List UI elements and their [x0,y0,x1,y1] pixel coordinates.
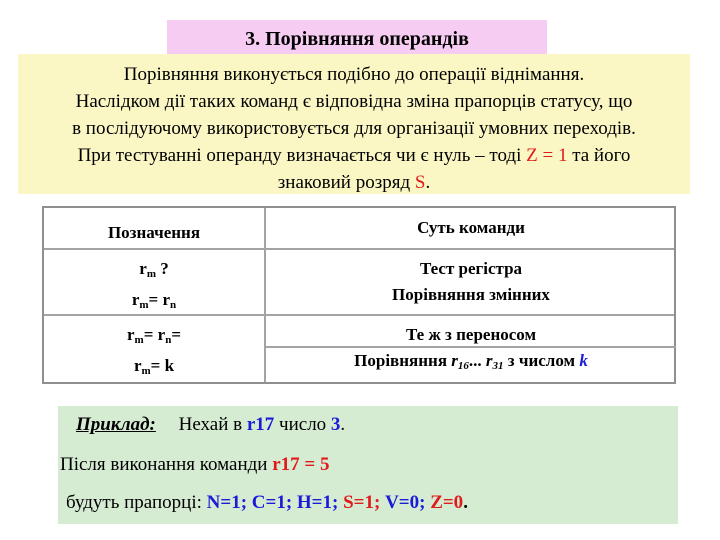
notation-rest: ? [155,259,169,278]
table-row-2-right [266,322,676,379]
example-label: Приклад: [76,414,156,435]
flag-n: N=1; [206,492,248,513]
z-flag: Z [526,145,538,166]
desc-text: з числом [503,351,580,370]
flag-z: Z=0 [430,492,464,513]
notation-rest: = k [150,356,175,375]
desc-same-carry: Те ж з переносом [405,325,537,344]
notation-sub: m [134,334,144,346]
z-value: 1 [557,145,568,166]
reg-sub: 16 [457,360,469,372]
z-equals: = [537,145,558,166]
commands-table [42,206,676,384]
flag-s: S=1; [343,492,381,513]
table-row-1-left [44,256,264,318]
notation-compare-carry [44,322,264,353]
example-line-3 [66,492,468,514]
example-line-1 [76,414,345,436]
intro-line-1: Порівняння виконується подібно до операції віднімання. [123,64,585,85]
example-text: будуть прапорці: [66,492,207,513]
reg-r31: r [485,351,493,370]
slide-title: 3. Порівняння операндів [167,20,547,54]
table-row-1-right [266,256,676,308]
example-command: r17 = 5 [272,454,330,475]
notation-sub: n [165,334,172,346]
notation-sub: m [139,299,149,311]
desc-compare-vars: Порівняння змінних [392,285,550,304]
table-header-divider [44,248,674,250]
notation-r: r [126,325,135,344]
intro-line-5 [18,169,690,196]
notation-r: r [131,290,140,309]
notation-mid: = r [148,290,171,309]
example-number: 3 [330,414,341,435]
notation-sub: n [170,299,177,311]
example-text: . [340,414,346,435]
notation-test [44,256,264,287]
notation-rest: = [171,325,181,344]
s-flag: S [414,172,426,193]
notation-r: r [133,356,142,375]
intro-line-5-text: знаковий розряд [277,172,415,193]
notation-compare-const [44,353,264,384]
reg-r16: r [451,351,458,370]
flag-v: V=0; [385,492,426,513]
intro-line-5-tail: . [425,172,431,193]
example-box [58,406,678,524]
example-line-2 [60,454,330,476]
table-header-right: Суть команди [417,218,525,237]
reg-sub: 31 [492,360,504,372]
example-text: Після виконання команди [60,454,273,475]
desc-compare-const [266,348,676,379]
notation-r: r [139,259,147,278]
intro-line-2: Наслідком дії таких команд є відповідна зміна прапорців статусу, що [75,91,633,112]
example-text: Нехай в [178,414,247,435]
flag-c: C=1; [251,492,293,513]
intro-text-box [18,54,690,194]
const-k: k [579,351,588,370]
desc-text: Порівняння [354,351,452,370]
flag-h: H=1; [296,492,339,513]
intro-line-3: в послідуючому використовується для організації умовних переходів. [72,118,636,139]
table-row-2-left [44,322,264,384]
notation-mid: = r [143,325,166,344]
desc-test-register: Тест регістра [419,259,523,278]
table-header-left: Позначення [107,223,201,242]
notation-sub: m [146,268,156,280]
desc-dots: ... [468,351,486,370]
notation-compare [44,287,264,318]
intro-line-4 [18,142,690,169]
notation-sub: m [141,365,151,377]
intro-line-4-tail: та його [567,145,631,166]
example-text: . [463,492,468,513]
example-text: число [274,414,331,435]
example-register: r17 [246,414,275,435]
intro-line-4-text: При тестуванні операнду визначається чи є нуль – тоді [77,145,527,166]
